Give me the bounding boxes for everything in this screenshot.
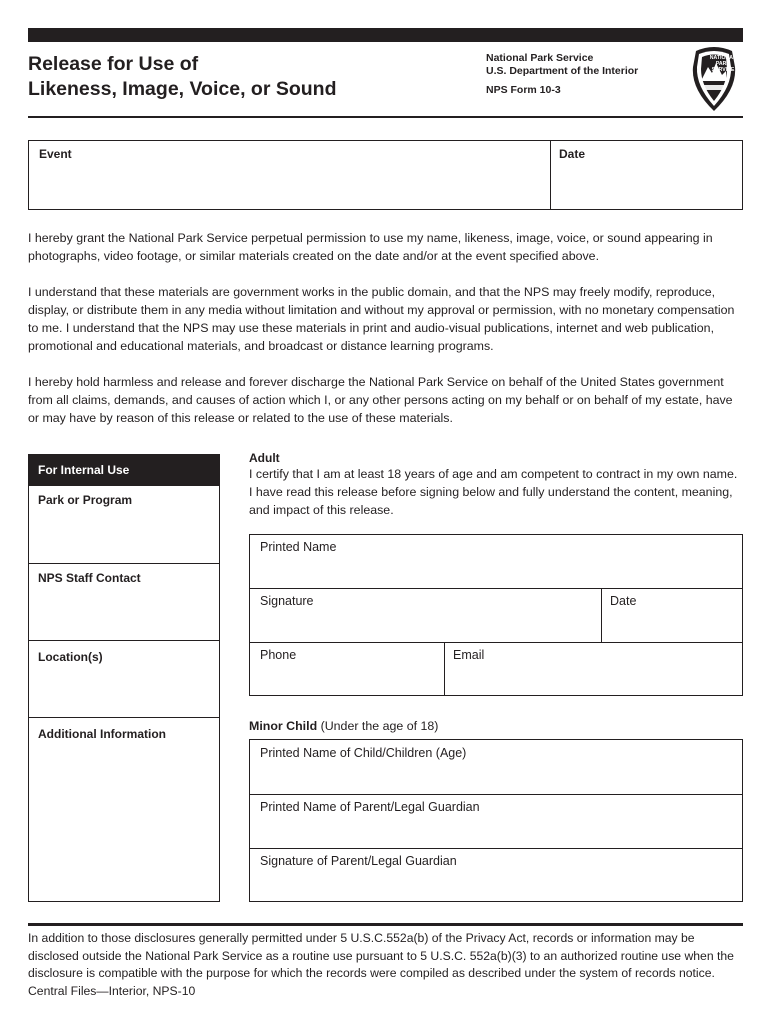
release-paragraph: I hereby hold harmless and release and forever discharge the National Park Service on behalf of the United States government from all claims, demands, and causes of action which I, or any other persons acting on my behalf or on behalf of my estate, have or may have by reason of this release or related to the use of these materials. [28, 375, 733, 425]
locations-field[interactable] [29, 641, 219, 717]
agency-block [486, 52, 676, 78]
page-title [28, 52, 448, 102]
printed-name-label: Printed Name [260, 540, 337, 554]
child-name-field[interactable] [250, 740, 742, 794]
signature-label: Signature [260, 594, 314, 608]
phone-label: Phone [260, 648, 297, 662]
guardian-name-field[interactable] [250, 795, 742, 848]
phone-field[interactable] [250, 643, 444, 695]
logo-text-2: PARK [715, 61, 731, 67]
event-label: Event [39, 147, 72, 161]
nps-arrowhead-logo-icon [688, 45, 740, 113]
top-bar [28, 28, 743, 42]
signature-date-label: Date [610, 594, 637, 608]
adult-fields-box [249, 534, 743, 696]
minor-heading-label: Minor Child [249, 719, 318, 733]
grant-paragraph: I hereby grant the National Park Service perpetual permission to use my name, likeness, image, voice, or sound appearing in photographs, video footage, or similar materials created on the date and/or at the event specified above. [28, 231, 713, 263]
logo-text-1: NATIONAL [709, 55, 737, 61]
park-or-program-field[interactable] [29, 486, 219, 563]
title-line-1: Release for Use of [28, 53, 199, 75]
agency-name: National Park Service [486, 52, 594, 64]
header-rule [28, 116, 743, 118]
footer-rule [28, 923, 743, 926]
adult-certification: I certify that I am at least 18 years of age and am competent to contract in my own name. I have read this release before signing below and fully understand the content, meaning, and impact of this release. [249, 467, 738, 517]
event-field[interactable] [29, 141, 550, 209]
guardian-name-label: Printed Name of Parent/Legal Guardian [260, 800, 480, 814]
adult-heading: Adult [249, 451, 280, 465]
minor-fields-box [249, 739, 743, 902]
printed-name-field[interactable] [250, 535, 742, 588]
park-or-program-label: Park or Program [38, 493, 133, 507]
child-name-label: Printed Name of Child/Children (Age) [260, 746, 467, 760]
email-label: Email [453, 648, 485, 662]
event-date-label: Date [559, 147, 586, 161]
signature-date-field[interactable] [602, 589, 742, 642]
title-line-2: Likeness, Image, Voice, or Sound [28, 78, 337, 100]
staff-contact-label: NPS Staff Contact [38, 571, 141, 585]
staff-contact-field[interactable] [29, 564, 219, 640]
department-name: U.S. Department of the Interior [486, 65, 639, 77]
internal-use-box [28, 486, 220, 902]
logo-text-3: SERVICE [711, 67, 735, 73]
public-domain-paragraph: I understand that these materials are government works in the public domain, and that the NPS may freely modify, reproduce, display, or distribute them in any media without limitation and without my approval or permission, with no monetary compensation to me. I understand that the NPS may use these materials in print and audio-visual publications, internet and web publication, promotional and educational materials, and broadcast or distance learning programs. [28, 285, 735, 353]
email-field[interactable] [445, 643, 742, 695]
privacy-notice: In addition to those disclosures generally permitted under 5 U.S.C.552a(b) of the Privacy Act, records or information may be disclosed outside the National Park Service as a routine use pursuant to 5 U.S.C. 552a(b)(3) to an authorized routine use when the disclosure is compatible with the purpose for which the records were compiled as described under the system of records notice. Central Files—Interior, NPS-10 [28, 931, 734, 998]
guardian-signature-field[interactable] [250, 849, 742, 901]
additional-info-field[interactable] [29, 718, 219, 900]
event-date-field[interactable] [551, 141, 742, 209]
minor-heading-note: (Under the age of 18) [320, 719, 439, 733]
guardian-signature-label: Signature of Parent/Legal Guardian [260, 854, 457, 868]
locations-label: Location(s) [38, 650, 103, 664]
signature-field[interactable] [250, 589, 601, 642]
minor-heading [249, 719, 438, 733]
internal-use-heading: For Internal Use [28, 454, 220, 486]
event-date-box [28, 140, 743, 210]
additional-info-label: Additional Information [38, 727, 166, 741]
form-number: NPS Form 10-3 [486, 84, 561, 96]
